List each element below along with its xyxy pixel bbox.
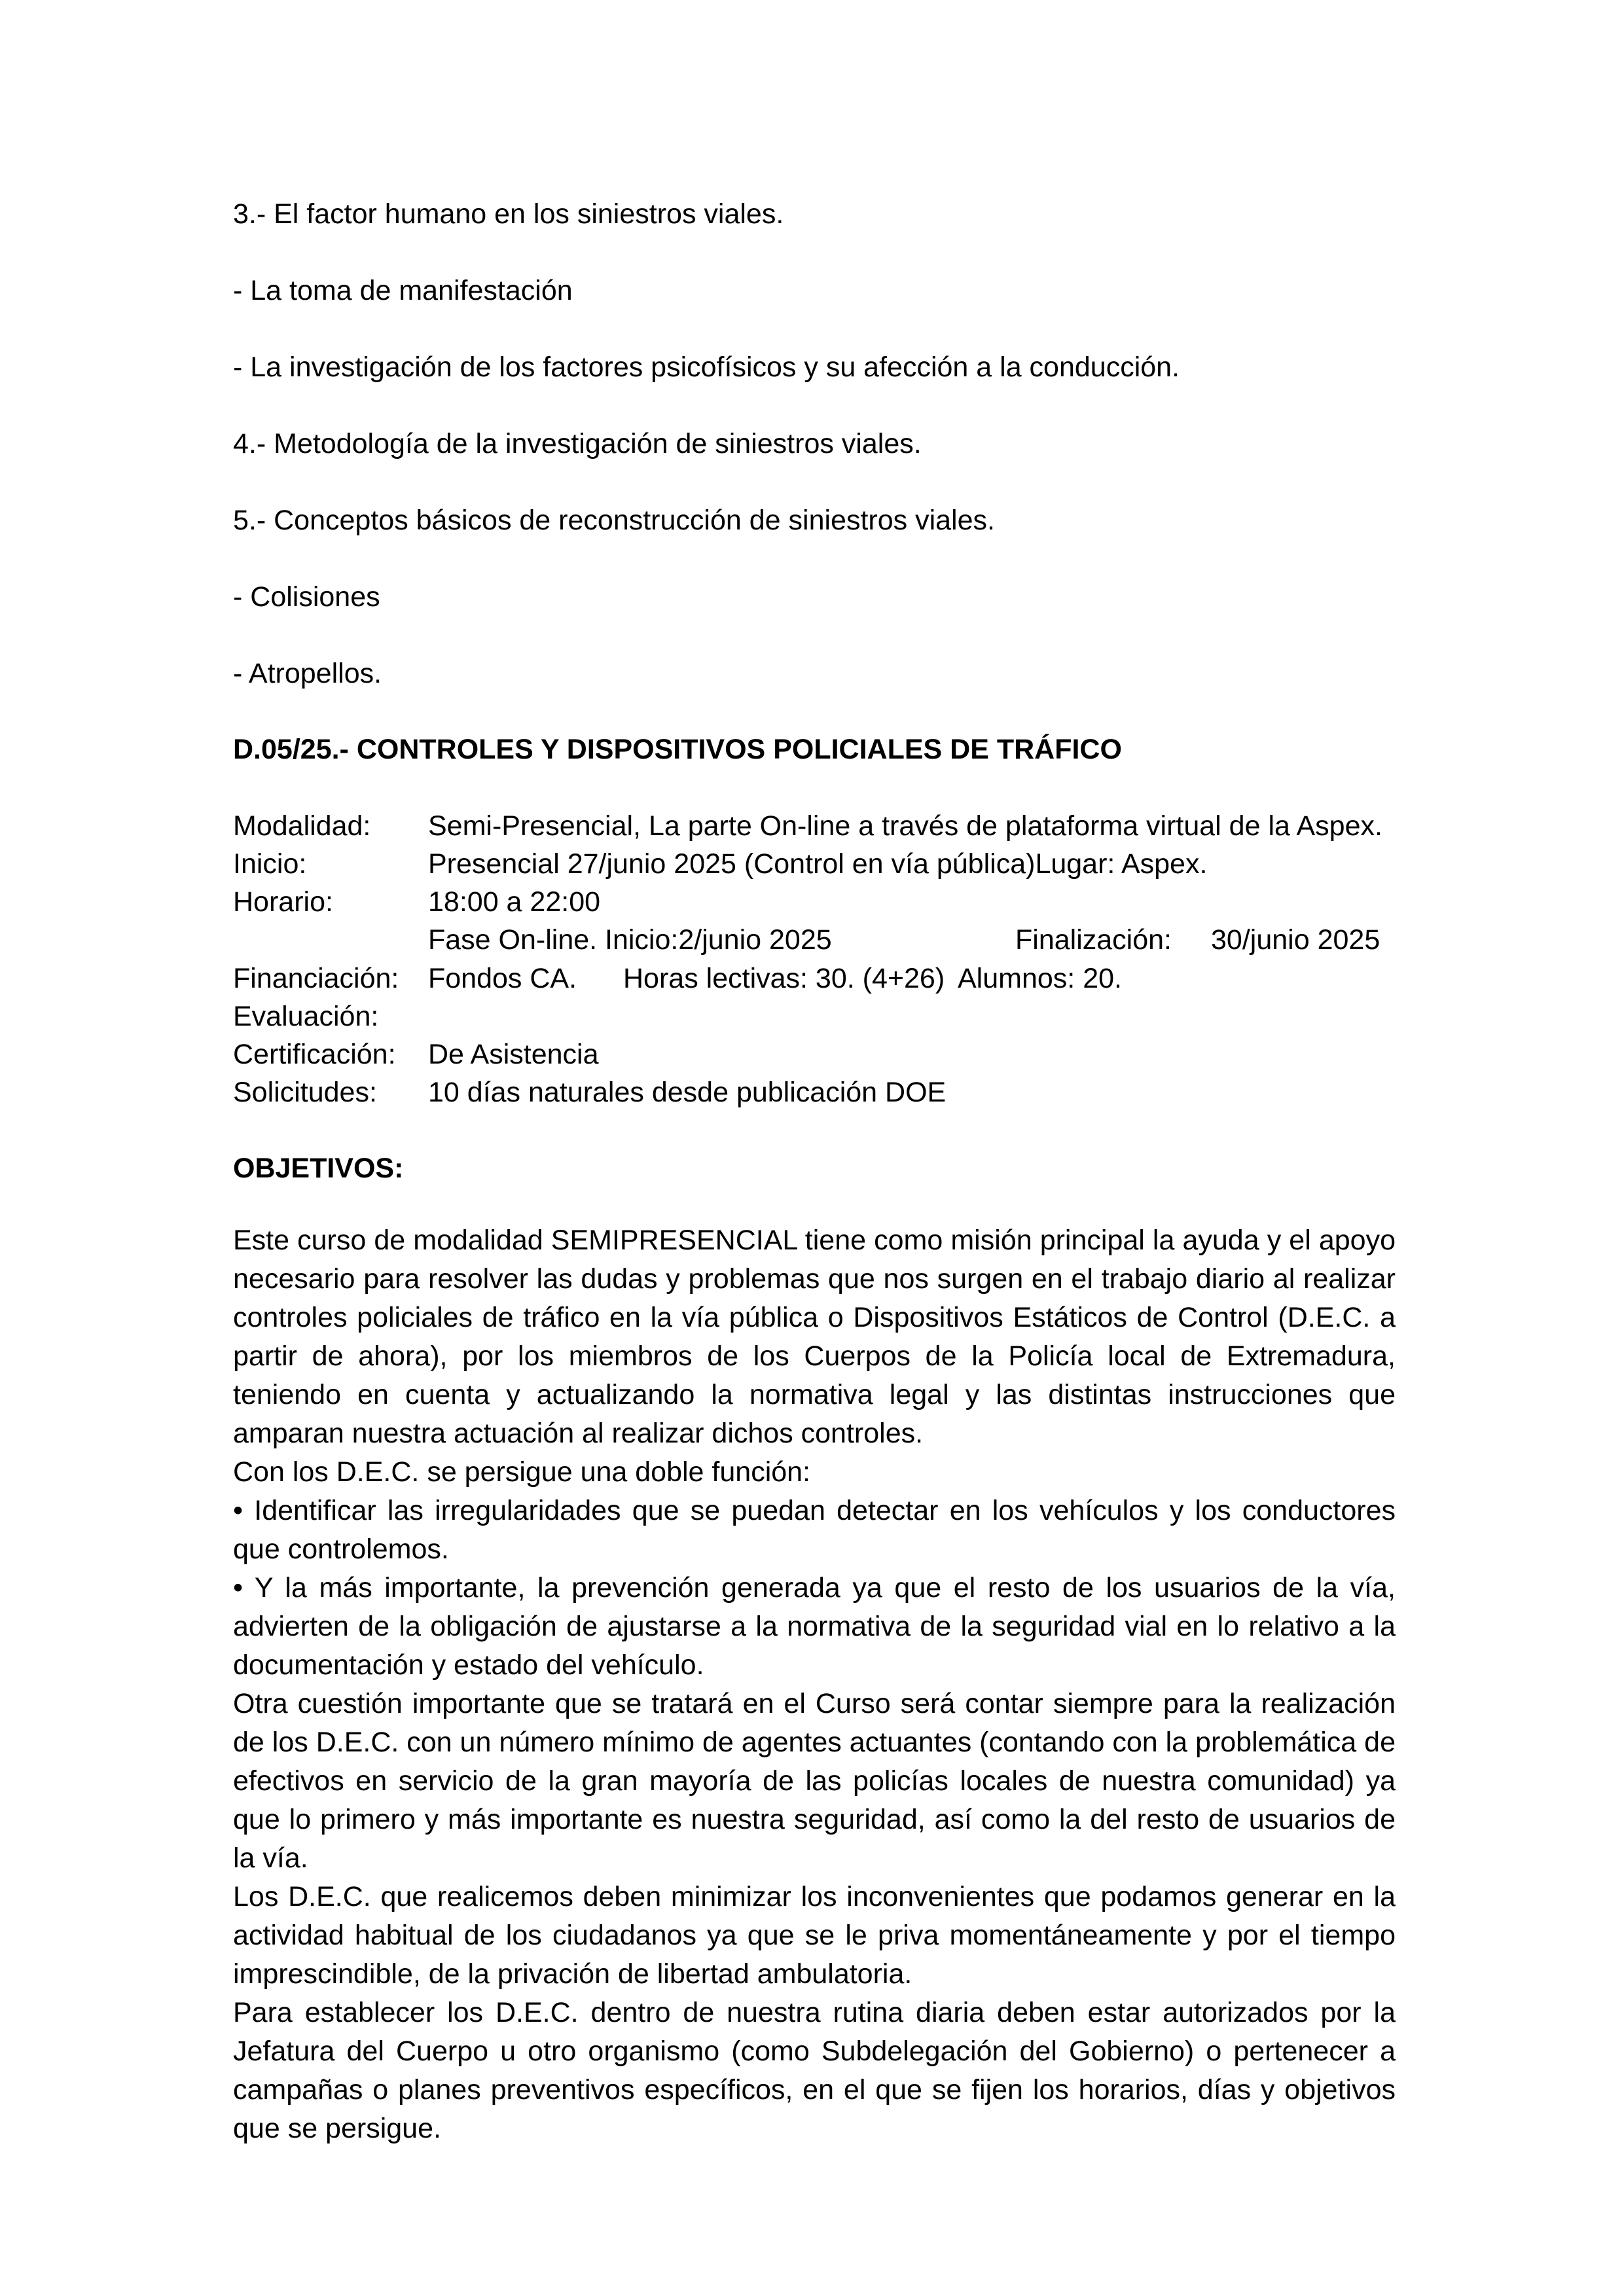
solicitudes-value: 10 días naturales desde publicación DOE [428, 1077, 947, 1108]
evaluacion-label: Evaluación: [233, 1001, 379, 1032]
financiacion-label: Financiación: [233, 963, 399, 994]
objetivos-paragraph: Los D.E.C. que realicemos deben minimizar los inconvenientes que podamos generar en la actividad habitual de los ciudadanos ya que se le priva momentáneamente y por el tiempo imprescindible, de la privación de libertad ambulatoria. [233, 1881, 1396, 1990]
objetivos-paragraph: Este curso de modalidad SEMIPRESENCIAL tiene como misión principal la ayuda y el apoyo necesario para resolver las dudas y problemas que nos surgen en el trabajo diario al realizar controles policiales de tráfico en la vía pública o Dispositivos Estáticos de Control (D.E.C. a partir de ahora), por los miembros de los Cuerpos de la Policía local de Extremadura, teniendo en cuenta y actualizando la normativa legal y las distintas instrucciones que amparan nuestra actuación al realizar dichos controles. [233, 1225, 1396, 1449]
finalizacion-value: 30/junio 2025 [1211, 924, 1380, 956]
horario-label: Horario: [233, 886, 333, 918]
objetivos-heading: OBJETIVOS: [233, 1153, 404, 1184]
fase-online: Fase On-line. [428, 924, 598, 956]
topic-subitem: - Atropellos. [233, 658, 382, 689]
objetivos-paragraph: Otra cuestión importante que se tratará en el Curso será contar siempre para la realización de los D.E.C. con un número mínimo de agentes actuantes (contando con la problemática de efectivos en servicio de la gran mayoría de las policías locales de nuestra comunidad) ya que lo primero y más importante es nuestra seguridad, así como la del resto de usuarios de la vía. [233, 1688, 1396, 1874]
fase-inicio: Inicio:2/junio 2025 [605, 924, 832, 956]
topic-item-5: 5.- Conceptos básicos de reconstrucción de siniestros viales. [233, 505, 995, 536]
modalidad-value: Semi-Presencial, La parte On-line a través de plataforma virtual de la Aspex. [428, 810, 1382, 842]
topic-item-3: 3.- El factor humano en los siniestros viales. [233, 198, 784, 230]
objetivos-paragraph: Para establecer los D.E.C. dentro de nuestra rutina diaria deben estar autorizados por la Jefatura del Cuerpo u otro organismo (como Subdelegación del Gobierno) o pertenecer a campañas o planes preventivos específicos, en el que se fijen los horarios, días y objetivos que se persigue. [233, 1997, 1396, 2144]
inicio-value: Presencial 27/junio 2025 (Control en vía pública)Lugar: Aspex. [428, 848, 1208, 880]
inicio-label: Inicio: [233, 848, 307, 880]
certificacion-value: De Asistencia [428, 1039, 599, 1070]
horario-value: 18:00 a 22:00 [428, 886, 601, 918]
topic-subitem: - La toma de manifestación [233, 275, 573, 306]
horas-lectivas: Horas lectivas: 30. (4+26) [623, 963, 945, 994]
topic-item-4: 4.- Metodología de la investigación de siniestros viales. [233, 428, 922, 459]
certificacion-label: Certificación: [233, 1039, 396, 1070]
course-title: D.05/25.- CONTROLES Y DISPOSITIVOS POLICIALES DE TRÁFICO [233, 734, 1122, 765]
topic-subitem: - Colisiones [233, 581, 380, 613]
objetivos-paragraph: Con los D.E.C. se persigue una doble función: [233, 1456, 811, 1488]
alumnos: Alumnos: 20. [958, 963, 1122, 994]
modalidad-label: Modalidad: [233, 810, 371, 842]
topic-subitem: - La investigación de los factores psicofísicos y su afección a la conducción. [233, 351, 1180, 383]
objetivos-bullet: • Y la más importante, la prevención generada ya que el resto de los usuarios de la vía, advierten de la obligación de ajustarse a la normativa de la seguridad vial en lo relativo a la documentación y estado del vehículo. [233, 1572, 1396, 1681]
objetivos-body [233, 1221, 1396, 2148]
financiacion-value: Fondos CA. [428, 963, 577, 994]
solicitudes-label: Solicitudes: [233, 1077, 377, 1108]
finalizacion-label: Finalización: [1015, 924, 1172, 956]
objetivos-bullet: • Identificar las irregularidades que se puedan detectar en los vehículos y los conductores que controlemos. [233, 1495, 1396, 1565]
